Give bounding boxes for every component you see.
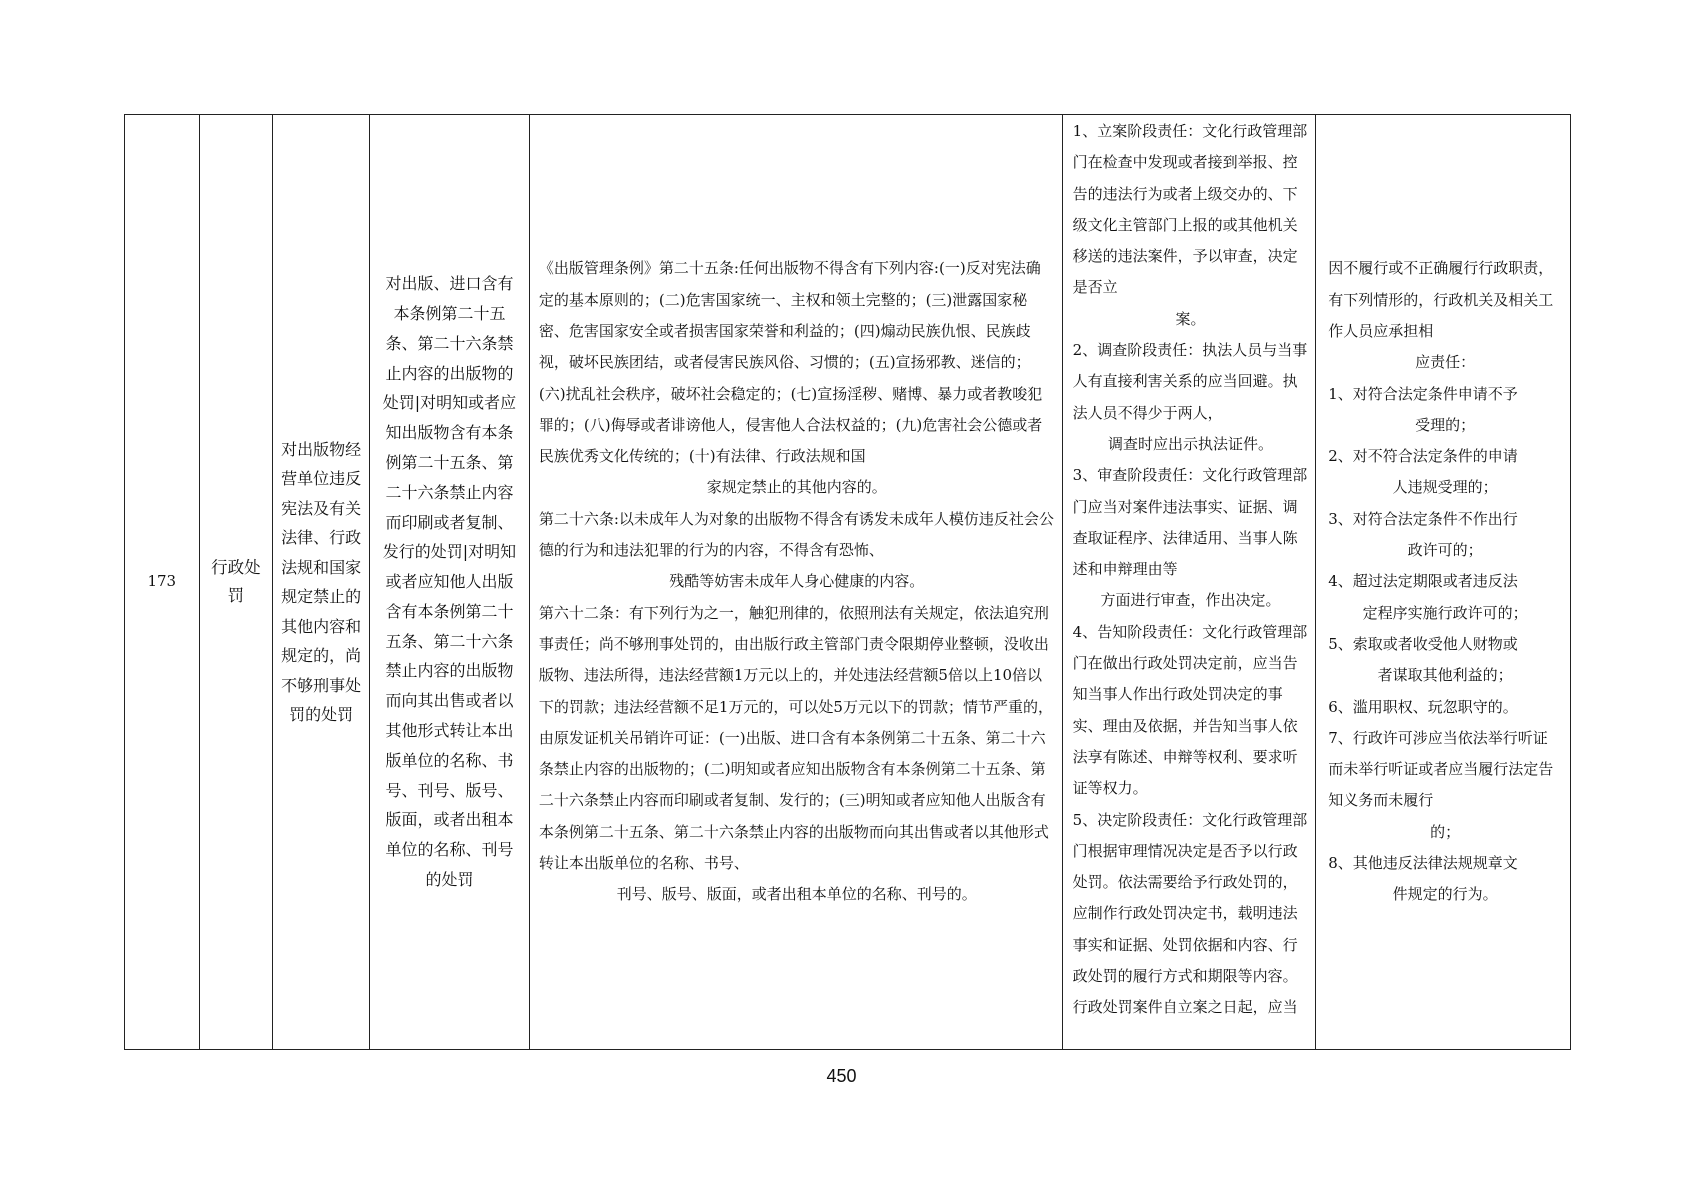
accountability-paragraph: 的； — [1430, 822, 1461, 841]
accountability-paragraph: 7、行政许可涉应当依法举行听证而未举行听证或者应当履行法定告知义务而未履行 — [1328, 728, 1554, 810]
responsibility-paragraph: 方面进行审查，作出决定。 — [1100, 591, 1281, 610]
basis-paragraph: 残酷等妨害未成年人身心健康的内容。 — [669, 572, 925, 591]
accountability-paragraph: 5、索取或者收受他人财物或 — [1328, 634, 1518, 653]
responsibility-paragraph: 2、调查阶段责任：执法人员与当事人有直接利害关系的应当回避。执法人员不得少于两人， — [1072, 341, 1308, 422]
accountability-paragraph: 4、超过法定期限或者违反法 — [1328, 572, 1518, 591]
power-category: 行政处罚 — [199, 115, 273, 1050]
accountability-paragraph: 受理的； — [1415, 415, 1476, 434]
powers-table — [124, 114, 1571, 1050]
responsibility-paragraph: 5、决定阶段责任：文化行政管理部门根据审理情况决定是否予以行政处罚。依法需要给予行政处罚的，应制作行政处罚决定书，载明违法事实和证据、处罚依据和内容、行政处罚的履行方式和期限等内容。行政处罚案件自立案之日起，应当 — [1072, 810, 1308, 1017]
row-number: 173 — [125, 115, 200, 1050]
responsibility-items — [1062, 115, 1316, 1050]
accountability-paragraph: 3、对符合法定条件不作出行 — [1328, 509, 1518, 528]
accountability-paragraph: 件规定的行为。 — [1392, 885, 1498, 904]
accountability-paragraph: 2、对不符合法定条件的申请 — [1328, 447, 1518, 466]
sub-item-name: 对出版、进口含有本条例第二十五条、第二十六条禁止内容的出版物的处罚|对明知或者应知出版物含有本条例第二十五条、第二十六条禁止内容而印刷或者复制、发行的处罚|对明知或者应知他人出版含有本条例第二十五条、第二十六条禁止内容的出版物而向其出售或者以其他形式转让本出版单位的名称、书号、刊号、版号、版面，或者出租本单位的名称、刊号的处罚 — [370, 115, 530, 1050]
responsibility-paragraph: 调查时应出示执法证件。 — [1107, 434, 1273, 453]
accountability-items — [1316, 115, 1571, 1050]
item-name: 对出版物经营单位违反宪法及有关法律、行政法规和国家规定禁止的其他内容和规定的，尚不够刑事处罚的处罚 — [273, 115, 370, 1050]
accountability-paragraph: 1、对符合法定条件申请不予 — [1328, 384, 1518, 403]
accountability-paragraph: 定程序实施行政许可的； — [1362, 603, 1528, 622]
responsibility-paragraph: 案。 — [1175, 309, 1206, 328]
basis-paragraph: 家规定禁止的其他内容的。 — [706, 478, 887, 497]
basis-paragraph: 《出版管理条例》第二十五条:任何出版物不得含有下列内容:(一)反对宪法确定的基本原则的；(二)危害国家统一、主权和领土完整的；(三)泄露国家秘密、危害国家安全或者损害国家荣誉和利益的；(四)煽动民族仇恨、民族歧视，破坏民族团结，或者侵害民族风俗、习惯的；(五)宣扬邪教、迷信的；(六)扰乱社会秩序，破坏社会稳定的；(七)宣扬淫秽、赌博、暴力或者教唆犯罪的；(八)侮辱或者诽谤他人，侵害他人合法权益的；(九)危害社会公德或者民族优秀文化传统的；(十)有法律、行政法规和国 — [538, 259, 1043, 466]
basis-paragraph: 刊号、版号、版面，或者出租本单位的名称、刊号的。 — [616, 885, 977, 904]
responsibility-paragraph: 3、审查阶段责任：文化行政管理部门应当对案件违法事实、证据、调查取证程序、法律适用、当事人陈述和申辩理由等 — [1072, 466, 1308, 579]
legal-basis — [529, 115, 1062, 1050]
accountability-paragraph: 因不履行或不正确履行行政职责，有下列情形的，行政机关及相关工作人员应承担相 — [1328, 259, 1554, 340]
table-row — [125, 115, 1571, 1050]
accountability-paragraph: 人违规受理的； — [1392, 478, 1498, 497]
responsibility-paragraph: 4、告知阶段责任：文化行政管理部门在做出行政处罚决定前，应当告知当事人作出行政处罚决定的事实、理由及依据，并告知当事人依法享有陈述、申辩等权利、要求听证等权力。 — [1072, 622, 1308, 798]
basis-paragraph: 第二十六条:以未成年人为对象的出版物不得含有诱发未成年人模仿违反社会公德的行为和违法犯罪的行为的内容，不得含有恐怖、 — [538, 509, 1054, 560]
responsibility-paragraph: 1、立案阶段责任：文化行政管理部门在检查中发现或者接到举报、控告的违法行为或者上级交办的、下级文化主管部门上报的或其他机关移送的违法案件，予以审查，决定是否立 — [1072, 122, 1308, 297]
accountability-paragraph: 政许可的； — [1407, 541, 1483, 560]
page-number: 450 — [826, 1066, 857, 1086]
accountability-paragraph: 应责任： — [1415, 353, 1476, 372]
accountability-paragraph: 8、其他违反法律法规规章文 — [1328, 854, 1518, 873]
accountability-paragraph: 者谋取其他利益的； — [1377, 666, 1513, 685]
accountability-paragraph: 6、滥用职权、玩忽职守的。 — [1328, 697, 1518, 716]
basis-paragraph: 第六十二条：有下列行为之一，触犯刑律的，依照刑法有关规定，依法追究刑事责任；尚不够刑事处罚的，由出版行政主管部门责令限期停业整顿，没收出版物、违法所得，违法经营额1万元以上的，并处违法经营额5倍以上10倍以下的罚款；违法经营额不足1万元的，可以处5万元以下的罚款；情节严重的，由原发证机关吊销许可证：(一)出版、进口含有本条例第二十五条、第二十六条禁止内容的出版物的；(二)明知或者应知出版物含有本条例第二十五条、第二十六条禁止内容而印刷或者复制、发行的；(三)明知或者应知他人出版含有本条例第二十五条、第二十六条禁止内容的出版物而向其出售或者以其他形式转让本出版单位的名称、书号、 — [538, 603, 1053, 873]
